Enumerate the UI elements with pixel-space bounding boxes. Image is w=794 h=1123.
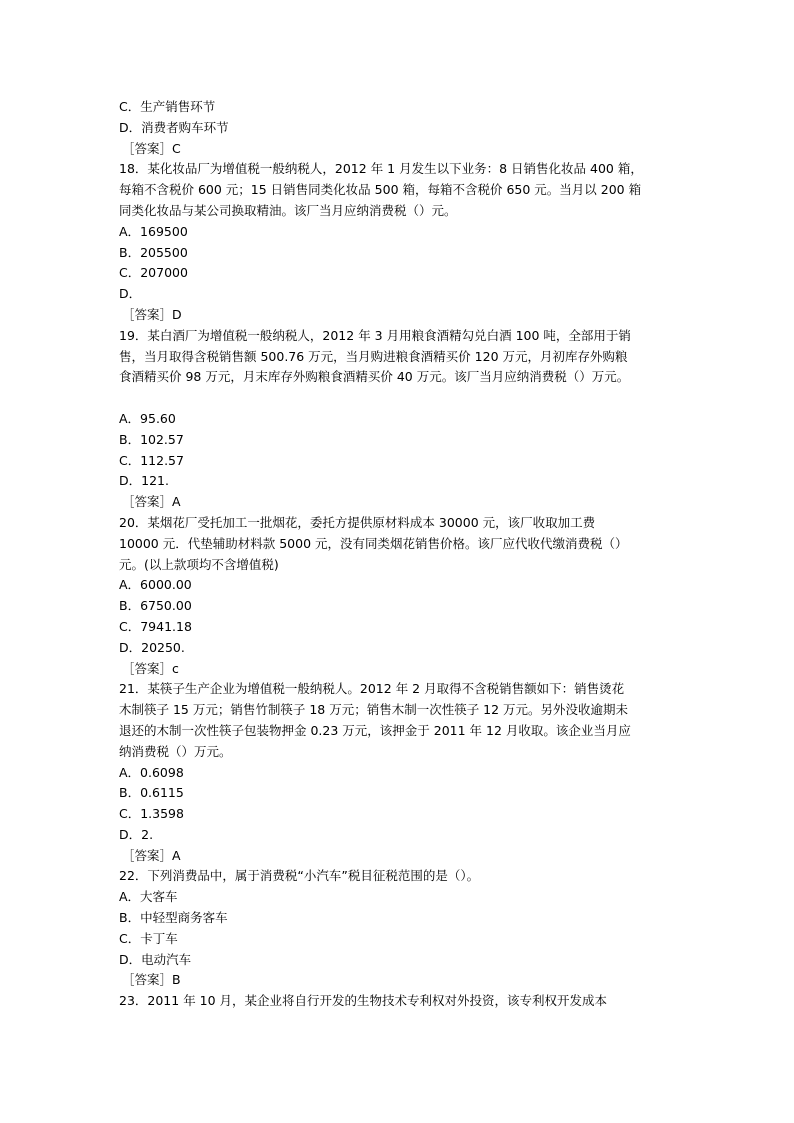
answer-line: ［答案］A <box>122 847 181 863</box>
text-line: B．6750.00 <box>119 598 192 614</box>
text-line: C．1.3598 <box>119 806 184 822</box>
answer-line: ［答案］D <box>122 306 182 322</box>
text-line: B．102.57 <box>119 431 184 447</box>
blank-line <box>119 388 679 409</box>
text-line: A．169500 <box>119 223 188 239</box>
text-line: 木制筷子 15 万元；销售竹制筷子 18 万元；销售木制一次性筷子 12 万元。另外没收逾期未 <box>119 702 629 718</box>
text-line: D．20250. <box>119 639 185 655</box>
text-line: A．6000.00 <box>119 577 192 593</box>
text-line: B．205500 <box>119 244 188 260</box>
text-line: A．0.6098 <box>119 764 184 780</box>
text-line: D．121. <box>119 473 169 489</box>
text-line: 元。(以上款项均不含增值税) <box>119 556 279 572</box>
text-line: D．消费者购车环节 <box>119 119 229 135</box>
document-page <box>119 97 679 1012</box>
text-line: C．生产销售环节 <box>119 99 216 114</box>
text-line: 22．下列消费品中，属于消费税“小汽车”税目征税范围的是（）。 <box>119 868 480 884</box>
text-line: 10000 元．代垫辅助材料款 5000 元，没有同类烟花销售价格。该厂应代收代缴消费税（） <box>119 535 628 551</box>
text-line: B．0.6115 <box>119 785 184 801</box>
answer-line: ［答案］c <box>122 660 179 676</box>
text-line: 售，当月取得含税销售额 500.76 万元，当月购进粮食酒精买价 120 万元，月初库存外购粮 <box>119 348 628 364</box>
text-line: 同类化妆品与某公司换取精油。该厂当月应纳消费税（）元。 <box>119 202 457 218</box>
text-line: 每箱不含税价 600 元；15 日销售同类化妆品 500 箱，每箱不含税价 650 元。当月以 200 箱 <box>119 182 642 198</box>
text-line: D．2. <box>119 826 154 842</box>
text-line: 19．某白酒厂为增值税一般纳税人，2012 年 3 月用粮食酒精勾兑白酒 100 吨，全部用于销 <box>119 327 631 343</box>
text-line: 食酒精买价 98 万元，月末库存外购粮食酒精买价 40 万元。该厂当月应纳消费税（）万元。 <box>119 369 630 385</box>
text-line: C．112.57 <box>119 452 184 468</box>
text-line: C．7941.18 <box>119 618 192 634</box>
answer-line: ［答案］A <box>122 494 181 510</box>
text-line: A．大客车 <box>119 889 178 905</box>
text-line: A．95.60 <box>119 410 176 426</box>
text-line: 23．2011 年 10 月，某企业将自行开发的生物技术专利权对外投资，该专利权开发成本 <box>119 993 608 1009</box>
text-line: 退还的木制一次性筷子包装物押金 0.23 万元，该押金于 2011 年 12 月收取。该企业当月应 <box>119 722 631 738</box>
text-line: D．电动汽车 <box>119 951 192 967</box>
text-line: 20．某烟花厂受托加工一批烟花，委托方提供原材料成本 30000 元，该厂收取加工费 <box>119 514 596 530</box>
text-line: D． <box>119 286 142 302</box>
text-line: 纳消费税（）万元。 <box>119 743 232 759</box>
answer-line: ［答案］B <box>122 972 181 988</box>
text-line: B．中轻型商务客车 <box>119 910 228 926</box>
text-line: C．207000 <box>119 265 188 281</box>
text-line: 18．某化妆品厂为增值税一般纳税人，2012 年 1 月发生以下业务：8 日销售化妆品 400 箱， <box>119 161 643 177</box>
text-line: C．卡丁车 <box>119 930 178 946</box>
answer-line: ［答案］C <box>122 140 181 156</box>
text-line: 21．某筷子生产企业为增值税一般纳税人。2012 年 2 月取得不含税销售额如下：销售烫花 <box>119 681 625 697</box>
